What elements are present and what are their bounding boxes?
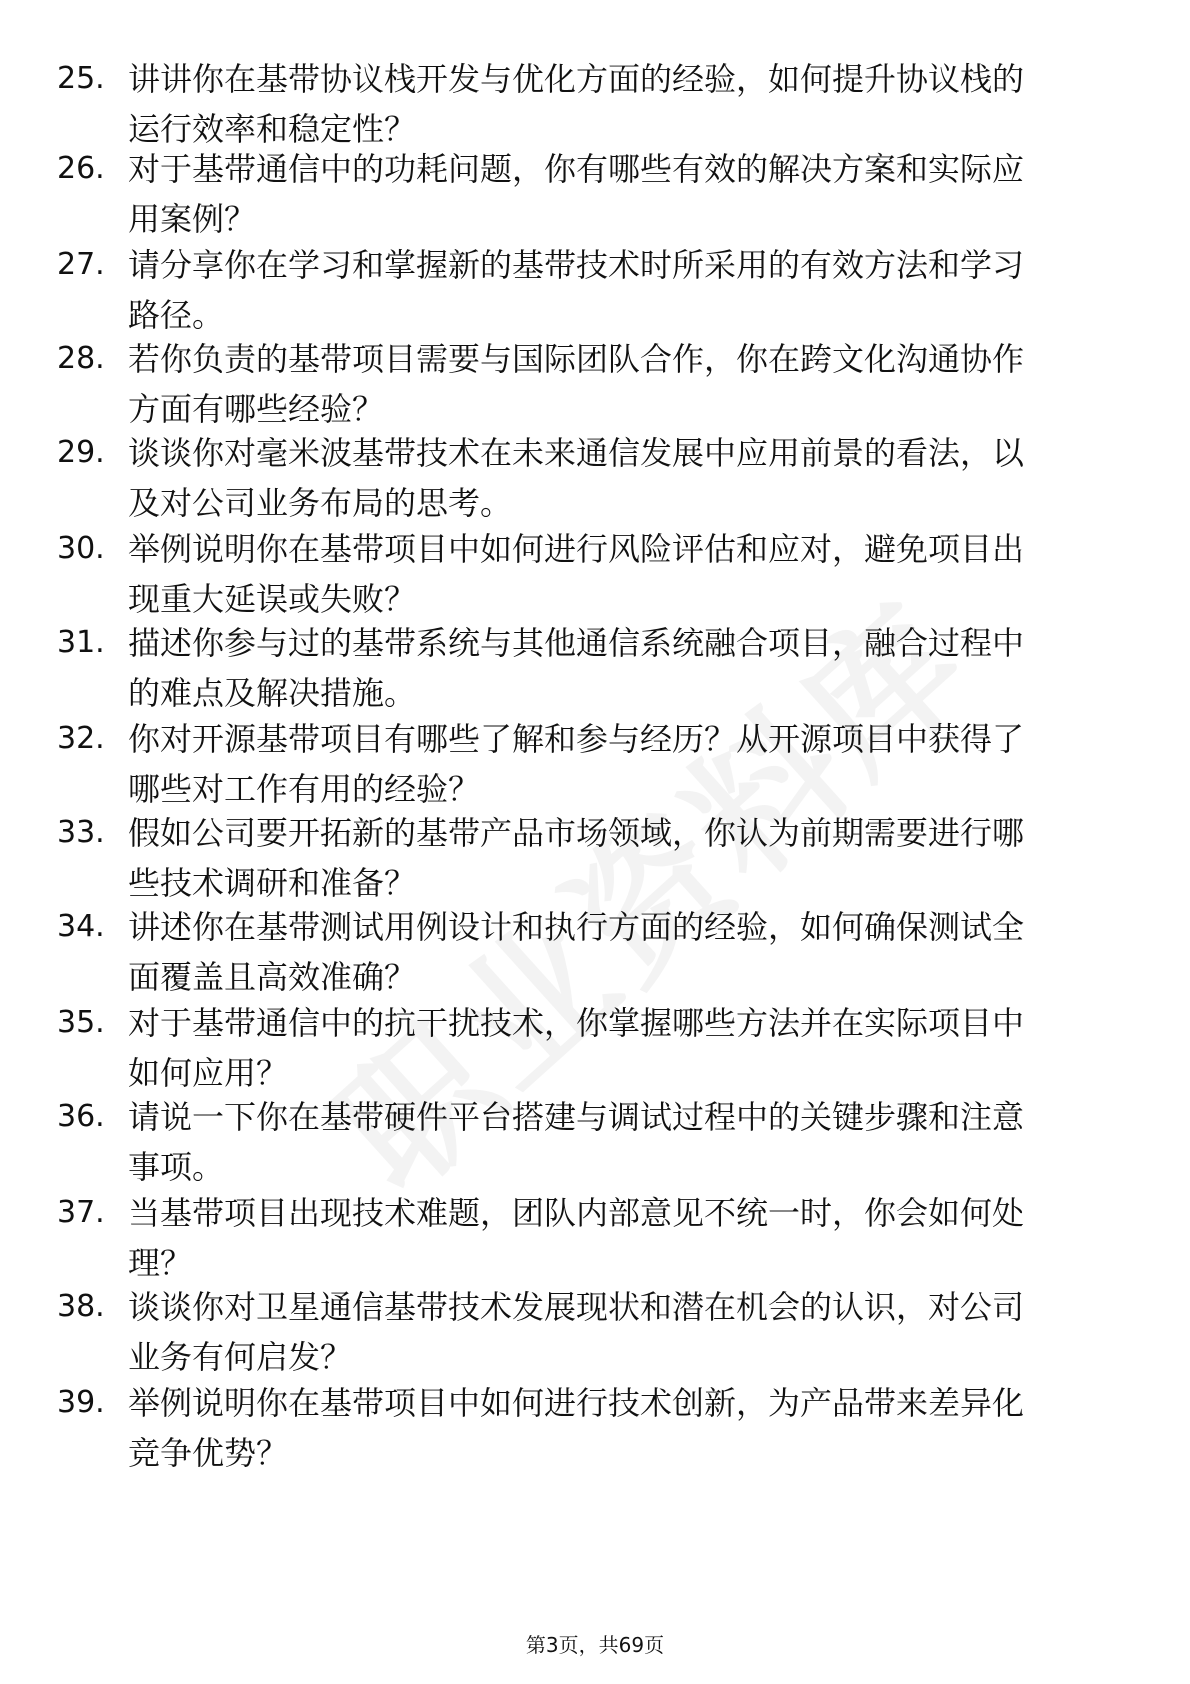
question-text-line: 对于基带通信中的抗干扰技术，你掌握哪些方法并在实际项目中	[128, 1004, 1025, 1042]
question-text-line: 举例说明你在基带项目中如何进行风险评估和应对，避免项目出	[128, 530, 1025, 568]
question-number: 36.	[57, 1099, 105, 1134]
question-number: 26.	[57, 151, 105, 186]
question-number: 30.	[57, 531, 105, 566]
question-item	[0, 1378, 1190, 1488]
question-text-line: 举例说明你在基带项目中如何进行技术创新，为产品带来差异化	[128, 1384, 1025, 1422]
question-number: 39.	[57, 1385, 105, 1420]
question-text-line: 请说一下你在基带硬件平台搭建与调试过程中的关键步骤和注意	[128, 1098, 1025, 1136]
question-text-line: 用案例？	[128, 200, 257, 238]
question-text-line: 及对公司业务布局的思考。	[128, 484, 513, 522]
question-text-line: 运行效率和稳定性？	[128, 110, 417, 148]
question-text-line: 讲述你在基带测试用例设计和执行方面的经验，如何确保测试全	[128, 908, 1025, 946]
question-text-line: 谈谈你对毫米波基带技术在未来通信发展中应用前景的看法，以	[128, 434, 1025, 472]
question-number: 28.	[57, 341, 105, 376]
question-text-line: 方面有哪些经验？	[128, 390, 385, 428]
question-text-line: 对于基带通信中的功耗问题，你有哪些有效的解决方案和实际应	[128, 150, 1025, 188]
question-text-line: 的难点及解决措施。	[128, 674, 417, 712]
question-text-line: 竞争优势？	[128, 1434, 289, 1472]
question-text-line: 业务有何启发？	[128, 1338, 353, 1376]
question-text-line: 面覆盖且高效准确？	[128, 958, 417, 996]
question-item	[0, 1092, 1190, 1202]
page-footer: 第3页，共69页	[525, 1633, 665, 1657]
question-item	[0, 902, 1190, 1012]
question-number: 25.	[57, 61, 105, 96]
question-text-line: 描述你参与过的基带系统与其他通信系统融合项目，融合过程中	[128, 624, 1025, 662]
question-item	[0, 618, 1190, 728]
question-text-line: 如何应用？	[128, 1054, 289, 1092]
question-item	[0, 1282, 1190, 1392]
question-text-line: 当基带项目出现技术难题，团队内部意见不统一时，你会如何处	[128, 1194, 1025, 1232]
question-text-line: 路径。	[128, 296, 225, 334]
question-number: 35.	[57, 1005, 105, 1040]
question-text-line: 现重大延误或失败？	[128, 580, 417, 618]
question-text-line: 讲讲你在基带协议栈开发与优化方面的经验，如何提升协议栈的	[128, 60, 1025, 98]
question-text-line: 请分享你在学习和掌握新的基带技术时所采用的有效方法和学习	[128, 246, 1025, 284]
question-text-line: 事项。	[128, 1148, 225, 1186]
question-number: 33.	[57, 815, 105, 850]
question-number: 29.	[57, 435, 105, 470]
question-item	[0, 144, 1190, 254]
question-text-line: 些技术调研和准备？	[128, 864, 417, 902]
question-number: 37.	[57, 1195, 105, 1230]
question-text-line: 你对开源基带项目有哪些了解和参与经历？从开源项目中获得了	[128, 720, 1025, 758]
question-number: 32.	[57, 721, 105, 756]
question-text-line: 若你负责的基带项目需要与国际团队合作，你在跨文化沟通协作	[128, 340, 1025, 378]
question-text-line: 理？	[128, 1244, 193, 1282]
question-text-line: 假如公司要开拓新的基带产品市场领域，你认为前期需要进行哪	[128, 814, 1025, 852]
question-number: 38.	[57, 1289, 105, 1324]
question-text-line: 谈谈你对卫星通信基带技术发展现状和潜在机会的认识，对公司	[128, 1288, 1025, 1326]
question-number: 34.	[57, 909, 105, 944]
question-item	[0, 428, 1190, 538]
question-text-line: 哪些对工作有用的经验？	[128, 770, 481, 808]
question-number: 31.	[57, 625, 105, 660]
question-number: 27.	[57, 247, 105, 282]
